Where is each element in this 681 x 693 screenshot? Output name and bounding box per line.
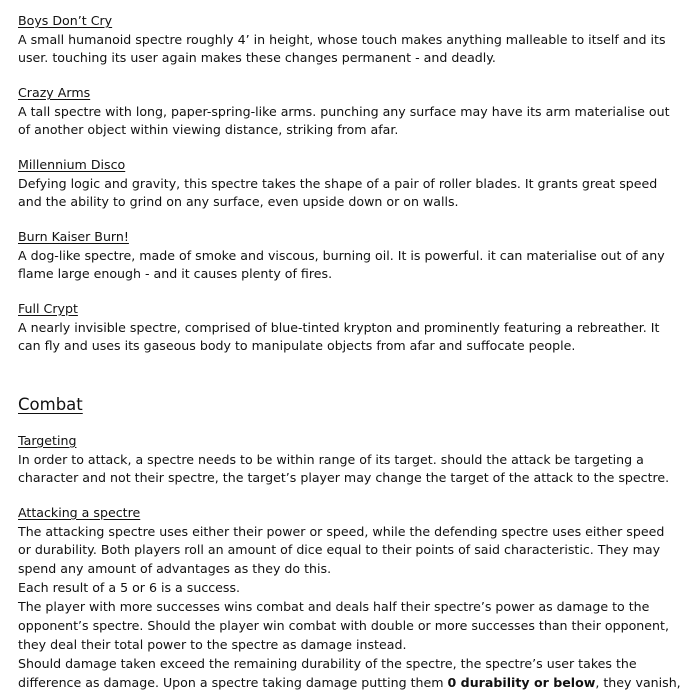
spectre-desc-line: Defying logic and gravity, this spectre takes the shape of a pair of roller blades. It grants great speed bbox=[18, 176, 658, 191]
spectre-heading-burn-kaiser-burn: Burn Kaiser Burn! bbox=[18, 229, 129, 244]
spectre-desc-line: and the ability to grind on any surface, even upside down or on walls. bbox=[18, 194, 459, 209]
spectre-desc-line: A nearly invisible spectre, comprised of blue-tinted krypton and prominently featuring a rebreather. It bbox=[18, 320, 660, 335]
targeting-line: character and not their spectre, the target’s player may change the target of the attack to the spectre. bbox=[18, 470, 670, 485]
section-title-combat: Combat bbox=[18, 395, 83, 414]
attacking-line: The player with more successes wins combat and deals half their spectre’s power as damage to the bbox=[18, 599, 650, 614]
spectre-desc-line: A tall spectre with long, paper-spring-like arms. punching any surface may have its arm materialise out bbox=[18, 104, 670, 119]
spectre-desc-line: can fly and uses its gaseous body to manipulate objects from afar and suffocate people. bbox=[18, 338, 576, 353]
attacking-line: or durability. Both players roll an amount of dice equal to their points of said characteristic. They may bbox=[18, 542, 661, 557]
spectre-desc-line: A dog-like spectre, made of smoke and viscous, burning oil. It is powerful. it can materialise out of any bbox=[18, 248, 665, 263]
attacking-line: opponent’s spectre. Should the player win combat with double or more successes than their opponent, bbox=[18, 618, 669, 633]
spectre-heading-crazy-arms: Crazy Arms bbox=[18, 85, 91, 100]
spectre-desc-line: of another object within viewing distance, striking from afar. bbox=[18, 122, 399, 137]
attacking-line: spend any amount of advantages as they do this. bbox=[18, 561, 332, 576]
attacking-last-after: , they vanish, bbox=[595, 675, 681, 690]
attacking-last-bold: 0 durability or below bbox=[447, 675, 596, 690]
subheading-attacking-a-spectre: Attacking a spectre bbox=[18, 505, 141, 520]
spectre-desc-line: flame large enough - and it causes plenty of fires. bbox=[18, 266, 333, 281]
spectre-heading-full-crypt: Full Crypt bbox=[18, 301, 78, 316]
attacking-line: Should damage taken exceed the remaining durability of the spectre, the spectre’s user takes the bbox=[18, 656, 637, 671]
attacking-last-before: difference as damage. Upon a spectre taking damage putting them bbox=[18, 675, 448, 690]
attacking-line: they deal their total power to the spectre as damage instead. bbox=[18, 637, 407, 652]
spectre-heading-boys-dont-cry: Boys Don’t Cry bbox=[18, 13, 113, 28]
attacking-line: Each result of a 5 or 6 is a success. bbox=[18, 580, 241, 595]
attacking-line-last bbox=[18, 674, 681, 692]
spectre-desc-line: user. touching its user again makes these changes permanent - and deadly. bbox=[18, 50, 496, 65]
spectre-heading-millennium-disco: Millennium Disco bbox=[18, 157, 126, 172]
attacking-line: The attacking spectre uses either their power or speed, while the defending spectre uses either speed bbox=[18, 524, 665, 539]
targeting-line: In order to attack, a spectre needs to be within range of its target. should the attack be targeting a bbox=[18, 452, 644, 467]
subheading-targeting: Targeting bbox=[18, 433, 77, 448]
spectre-desc-line: A small humanoid spectre roughly 4’ in height, whose touch makes anything malleable to itself and its bbox=[18, 32, 666, 47]
